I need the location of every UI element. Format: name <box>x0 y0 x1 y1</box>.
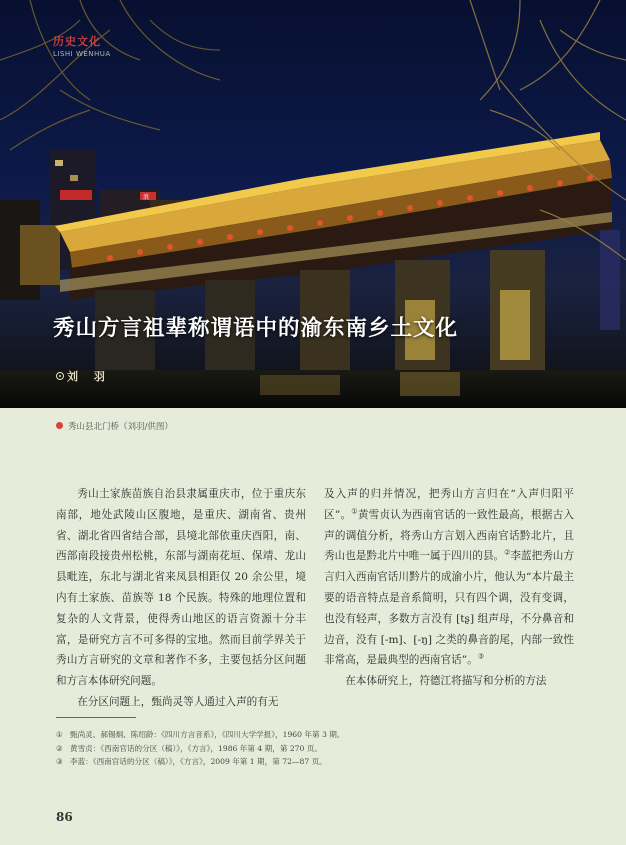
footnotes <box>56 728 344 769</box>
section-tag-zh: 历史文化 <box>53 35 101 48</box>
paragraph: 在分区问题上，甄尚灵等人通过入声的有无 <box>77 695 279 708</box>
footnote <box>56 728 344 742</box>
footnote-ref[interactable]: ② <box>504 548 511 557</box>
footnote-ref[interactable]: ① <box>351 507 358 516</box>
left-column <box>56 484 306 713</box>
text-run: 李蓝把秀山方言归入西南官话川黔片的成渝小片，他认为“本片最主要的语音特点是音系简明，只有四个调，没有变调，也没有轻声，多数方言没有 [tʂ] 组声母，不分鼻音和边音，没有 [-m]、[-ŋ] 之类的鼻音韵尾，内部一致性非常高，是最典型的西南官话”。 <box>324 550 574 667</box>
author-name: 刘 羽 <box>67 370 111 383</box>
author-line <box>56 368 111 384</box>
paragraph <box>324 484 574 671</box>
paragraph: 秀山土家族苗族自治县隶属重庆市，位于重庆东南部，地处武陵山区腹地，是重庆、湖南省、贵州省、湖北省四省结合部，县境北部依重庆酉阳，南、西部南段接贵州松桃，东部与湖南花垣、保靖、龙山县毗连，东北与湖北省来凤县相距仅 20 余公里，境内有土家族、苗族等 18 个民族。特殊的地理位置和复杂的人文背景，使得秀山地区的语言资源十分丰富，是研究方言不可多得的宝地。然而目前学界关于秀山方言研究的文章和著作不多，主要包括分区问题和方言本体研究问题。 <box>56 488 306 688</box>
footnote-number: ③ <box>56 757 63 767</box>
page-number: 86 <box>56 810 73 824</box>
footnote <box>56 742 344 756</box>
article-title: 秀山方言祖辈称谓语中的渝东南乡土文化 <box>53 316 459 341</box>
hero-photo <box>0 0 626 408</box>
footnote <box>56 755 344 769</box>
bridge-night-illustration <box>0 0 626 408</box>
section-tag <box>53 33 111 58</box>
caption-bullet-icon <box>56 422 63 429</box>
footnote-text: 黄雪贞：《西南官话的分区（稿）》，《方言》，1986 年第 4 期，第 270 页。 <box>70 743 322 753</box>
author-bullet-icon <box>56 372 64 380</box>
footnote-number: ② <box>56 743 63 753</box>
right-column <box>324 484 574 692</box>
footnote-divider <box>56 717 136 718</box>
text-run: 黄雪贞认为西南官话的一致性最高，根据古入声的调值分析，将秀山方言划入西南官话黔北片，且秀山也是黔北片中唯一属于四川的县。 <box>324 508 575 563</box>
footnote-number: ① <box>56 730 63 739</box>
section-tag-en: LISHI WENHUA <box>53 50 111 58</box>
caption-text: 秀山县北门桥（刘羽/供图） <box>68 422 173 432</box>
footnote-text: 甄尚灵、郝锡炯、陈绍龄：《四川方言音系》，《四川大学学报》，1960 年第 3 期。 <box>70 730 345 739</box>
paragraph: 在本体研究上，符德江将描写和分析的方法 <box>345 675 547 688</box>
footnote-text: 李蓝：《西南官话的分区（稿）》，《方言》，2009 年第 1 期，第 72—87 页。 <box>70 757 327 767</box>
footnote-ref[interactable]: ③ <box>477 652 485 661</box>
sign-text: 浪 <box>143 194 150 201</box>
photo-caption <box>56 420 173 432</box>
text-run: 及入声的归并情况，把秀山方言归在“入声归阳平区”。 <box>324 488 574 521</box>
